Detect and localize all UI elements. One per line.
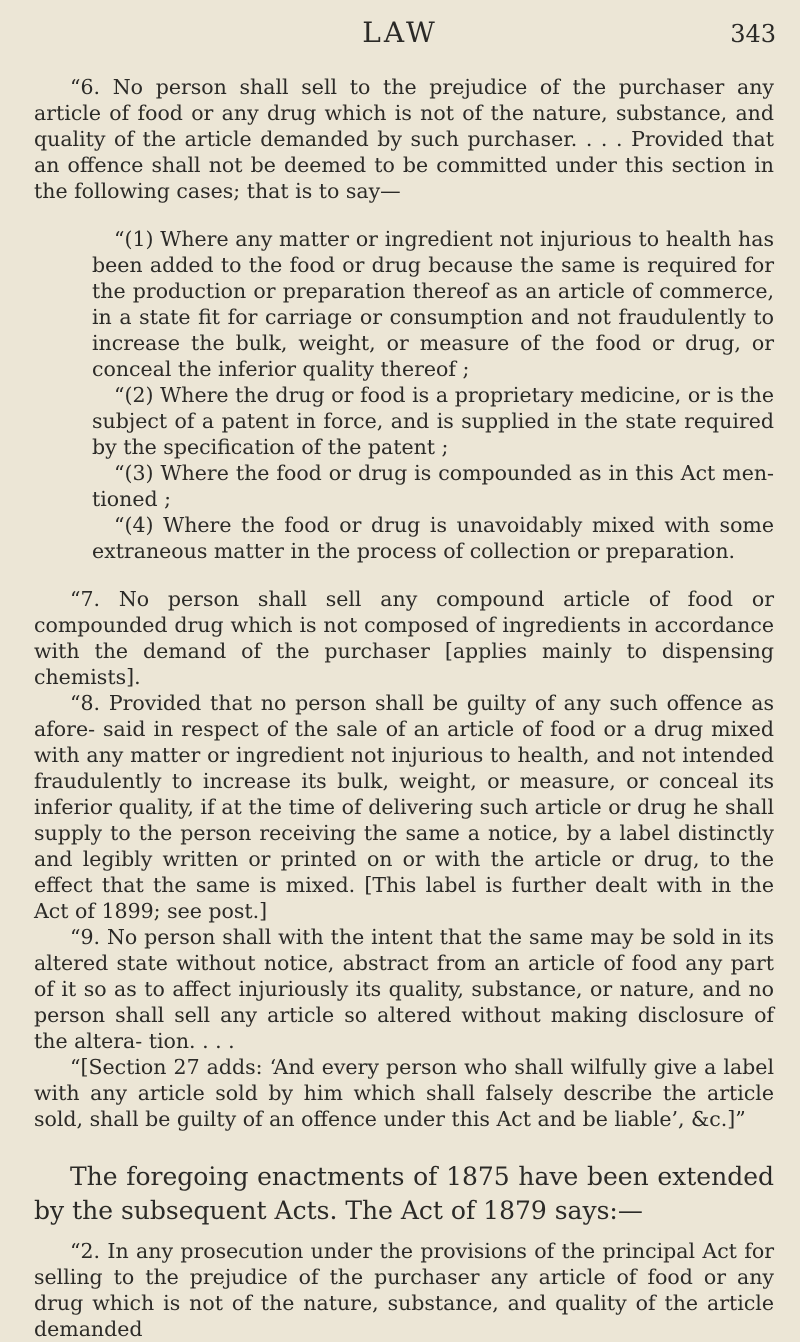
section-6-paragraph: “6. No person shall sell to the prejudice of the purchaser any article of food or any drug which is not of the nature, substance, and quality of the article demanded by such purchaser. . . . Provided that an offence shall not be deemed to be committed under this section in the following cases; that is to say— xyxy=(34,75,774,203)
section-8-paragraph: “8. Provided that no person shall be guilty of any such offence as afore- said in respect of the sale of an article of food or a drug mixed with any matter or ingredient not injurious to health, and not intended fraudulently to increase its bulk, weight, or measure, or conceal its inferior quality, if at the time of delivering such article or drug he shall supply to the person receiving the same a notice, by a label distinctly and legibly written or printed on or with the article or drug, to the effect that the same is mixed. [This label is further dealt with in the Act of 1899; see post.] xyxy=(34,691,774,923)
exception-2: “(2) Where the drug or food is a proprietary medicine, or is the subject of a patent in force, and is supplied in the state required by the specification of the patent ; xyxy=(92,383,774,459)
page-body xyxy=(34,74,774,1342)
intro-paragraph: The foregoing enactments of 1875 have been extended by the subsequent Acts. The Act of 1879 says:— xyxy=(34,1162,774,1225)
page-number: 343 xyxy=(730,20,776,48)
section-7-paragraph: “7. No person shall sell any compound article of food or compounded drug which is not composed of ingredients in accordance with the demand of the purchaser [applies mainly to dispensing chemists]. xyxy=(34,587,774,689)
section-9-paragraph: “9. No person shall with the intent that the same may be sold in its altered state without notice, abstract from an article of food any part of it so as to affect injuriously its quality, substance, or nature, and no person shall sell any article so altered without making disclosure of the altera- tion. . . . xyxy=(34,925,774,1053)
exception-4: “(4) Where the food or drug is unavoidably mixed with some extraneous matter in the process of collection or preparation. xyxy=(92,513,774,563)
section-2-1879-paragraph: “2. In any prosecution under the provisions of the principal Act for selling to the prejudice of the purchaser any article of food or any drug which is not of the nature, substance, and quality of the article demanded xyxy=(34,1239,774,1341)
section-27-paragraph: “[Section 27 adds: ‘And every person who shall wilfully give a label with any article sold by him which shall falsely describe the article sold, shall be guilty of an offence under this Act and be liable’, &c.]” xyxy=(34,1055,774,1131)
exception-1: “(1) Where any matter or ingredient not injurious to health has been added to the food or drug because the same is required for the production or preparation thereof as an article of commerce, in a state fit for carriage or consumption and not fraudulently to increase the bulk, weight, or measure of the food or drug, or conceal the inferior quality thereof ; xyxy=(92,227,774,381)
exceptions-list xyxy=(92,226,774,564)
running-title: LAW xyxy=(362,16,438,49)
exception-3: “(3) Where the food or drug is compounded as in this Act men- tioned ; xyxy=(92,461,774,511)
page-header xyxy=(0,16,800,56)
